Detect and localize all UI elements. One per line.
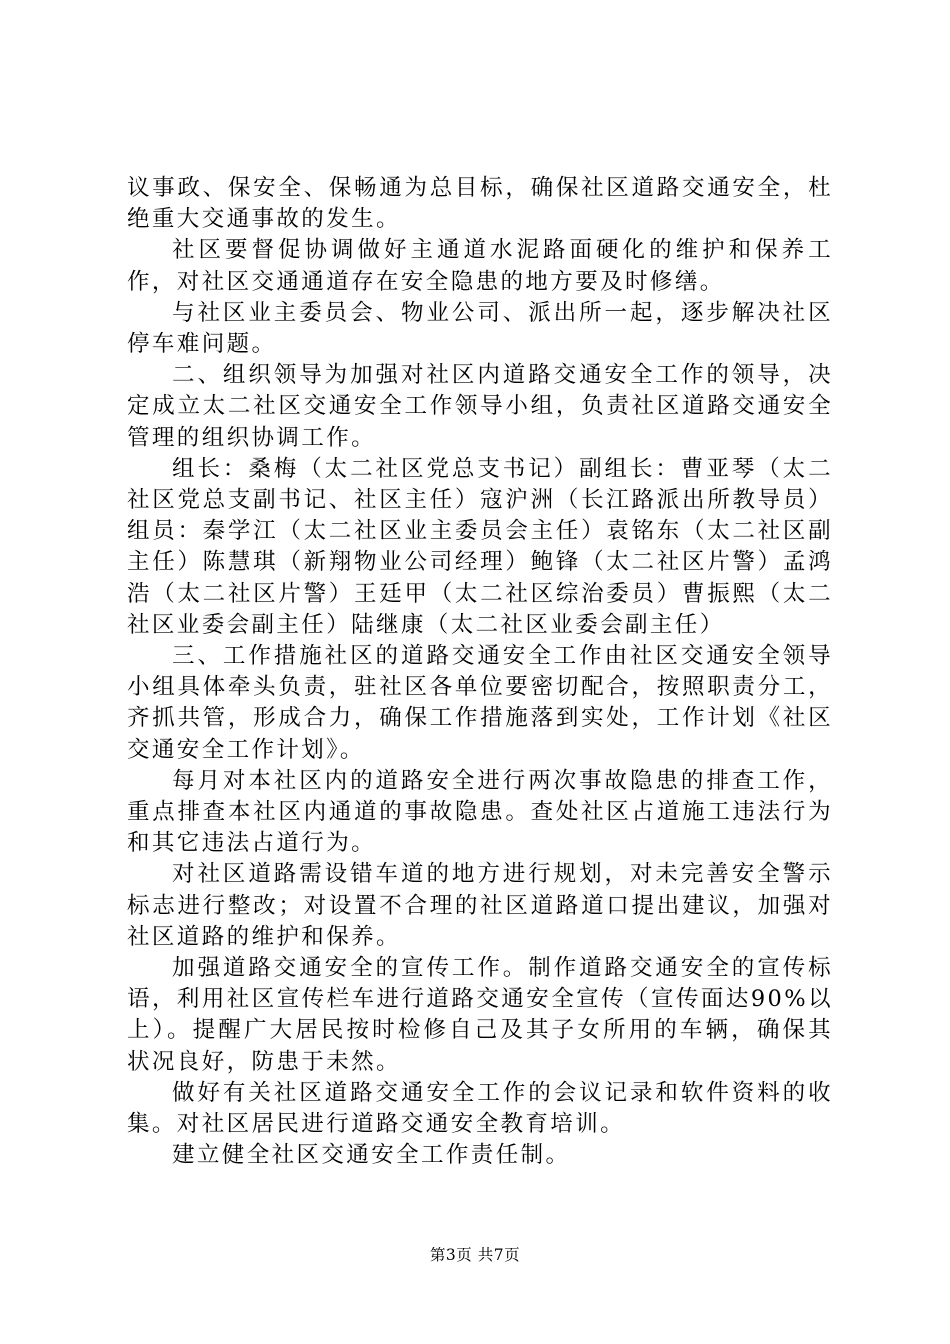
paragraph-inspection: 每月对本社区内的道路安全进行两次事故隐患的排查工作，重点排查本社区内通道的事故隐患。查处社区占道施工违法行为和其它违法占道行为。 bbox=[127, 767, 833, 857]
paragraph-members: 组长：桑梅（太二社区党总支书记）副组长：曹亚琴（太二社区党总支副书记、社区主任）寇沪洲（长江路派出所教导员）组员：秦学江（太二社区业主委员会主任）袁铭东（太二社区副主任）陈慧琪（新翔物业公司经理）鲍锋（太二社区片警）孟鸿浩（太二社区片警）王廷甲（太二社区综治委员）曹振熙（太二社区业委会副主任）陆继康（太二社区业委会副主任） bbox=[127, 455, 833, 638]
paragraph-responsibility: 建立健全社区交通安全工作责任制。 bbox=[172, 1142, 571, 1169]
paragraph-measures: 三、工作措施社区的道路交通安全工作由社区交通安全领导小组具体牵头负责，驻社区各单位要密切配合，按照职责分工，齐抓共管，形成合力，确保工作措施落到实处，工作计划《社区交通安全工作计划》。 bbox=[127, 643, 833, 763]
paragraph-organization: 二、组织领导为加强对社区内道路交通安全工作的领导，决定成立太二社区交通安全工作领导小组，负责社区道路交通安全管理的组织协调工作。 bbox=[127, 362, 833, 451]
paragraph-planning: 对社区道路需设错车道的地方进行规划，对未完善安全警示标志进行整改；对设置不合理的社区道路道口提出建议，加强对社区道路的维护和保养。 bbox=[127, 861, 833, 950]
page-footer: 第3页 共7页 bbox=[429, 1246, 521, 1264]
paragraph-parking: 与社区业主委员会、物业公司、派出所一起，逐步解决社区停车难问题。 bbox=[127, 299, 833, 358]
paragraph-road-maintenance: 社区要督促协调做好主通道水泥路面硬化的维护和保养工作，对社区交通通道存在安全隐患的地方要及时修缮。 bbox=[127, 237, 833, 295]
paragraph-publicity: 加强道路交通安全的宣传工作。制作道路交通安全的宣传标语，利用社区宣传栏车进行道路交通安全宣传（宣传面达90%以上）。提醒广大居民按时检修自己及其子女所用的车辆，确保其状况良好，防患于未然。 bbox=[127, 955, 833, 1075]
paragraph-continued: 议事政、保安全、保畅通为总目标，确保社区道路交通安全，杜绝重大交通事故的发生。 bbox=[127, 175, 833, 233]
document-body bbox=[127, 173, 833, 1172]
paragraph-records: 做好有关社区道路交通安全工作的会议记录和软件资料的收集。对社区居民进行道路交通安全教育培训。 bbox=[127, 1079, 833, 1138]
